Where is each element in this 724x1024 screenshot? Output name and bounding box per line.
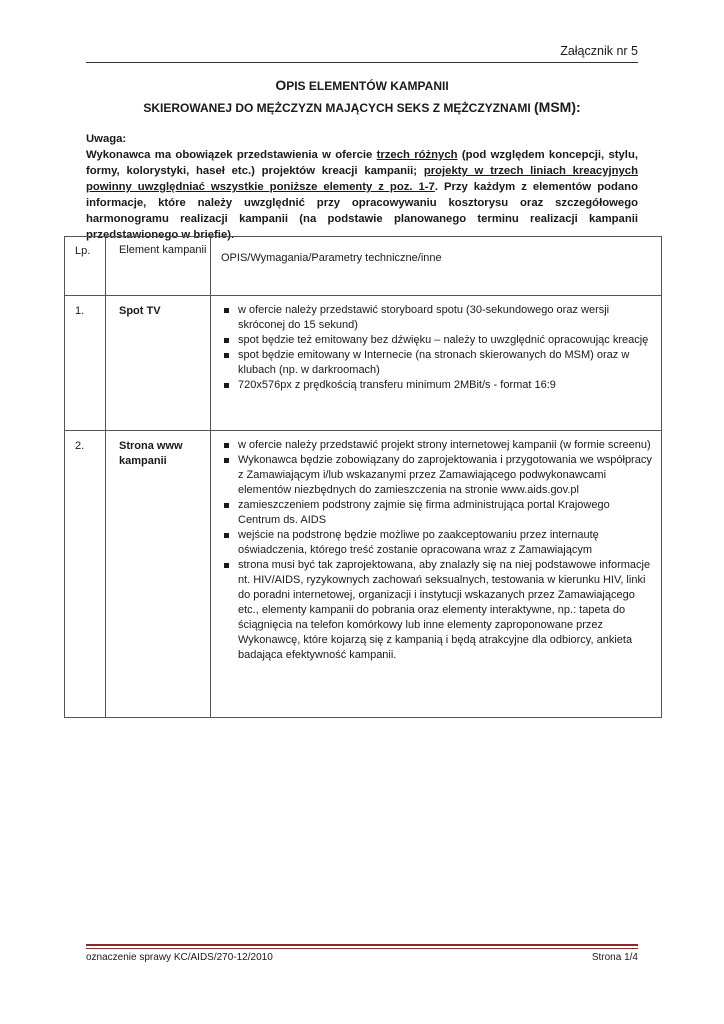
header-lp: Lp. (65, 237, 106, 296)
row-description (211, 431, 662, 718)
list-item-text: 720x576px z prędkością transferu minimum 2MBit/s - format 16:9 (238, 379, 556, 391)
header-desc: OPIS/Wymagania/Parametry techniczne/inne (211, 237, 662, 296)
list-item (222, 303, 653, 333)
list-item (222, 333, 653, 348)
list-item-text: strona musi być tak zaprojektowana, aby znalazły się na niej podstawowe informacje nt. HIV/AIDS, ryzykownych zachowań seksualnych, testowania w kierunku HIV, linki do poradni internetowej, organizacji i instytucji wskazanych przez Zamawiającego etc., elementy kampanii do pobrania oraz elementy interaktywne, np.: tapeta do ściągnięcia na telefon komórkowy lub inne elementy zaproponowane przez Wykonawcę, które kojarzą się z kampanią i będą atrakcyjne dla odbiorcy, ankieta badająca efektywność kampanii. (238, 559, 651, 661)
header-divider (86, 62, 638, 63)
annex-label: Załącznik nr 5 (560, 44, 638, 58)
bullet-square-icon (224, 338, 229, 343)
bullet-square-icon (224, 443, 229, 448)
list-item-text: Wykonawca będzie zobowiązany do zaprojektowania i przygotowania we współpracy z Zamawiającym i/lub wskazanymi przez Zamawiającego podwykonawcami elementów niezbędnych do zamieszczenia na stronie www.aids.gov.pl (238, 454, 652, 496)
row-description (211, 296, 662, 431)
row-element: Spot TV (106, 296, 211, 431)
title-line-1 (60, 75, 664, 97)
case-reference: oznaczenie sprawy KC/AIDS/270-12/2010 (86, 952, 273, 963)
list-item (222, 348, 653, 378)
title-abbr: (MSM): (534, 99, 581, 115)
bullet-square-icon (224, 458, 229, 463)
notice-label: Uwaga: (86, 133, 127, 145)
footer-divider-thin (86, 948, 638, 949)
notice-underline-2: projekty w trzech liniach kreacyjnych powinny uwzględniać wszystkie poniższe elementy z poz. 1-7 (86, 165, 638, 193)
title-initial: O (275, 77, 287, 93)
list-item-text: spot będzie też emitowany bez dźwięku – należy to uwzględnić opracowując kreację (238, 334, 649, 346)
list-item-text: spot będzie emitowany w Internecie (na stronach skierowanych do MSM) oraz w klubach (np. w darkroomach) (238, 349, 630, 376)
bullet-square-icon (224, 533, 229, 538)
list-item (222, 558, 653, 663)
list-item-text: w ofercie należy przedstawić projekt strony internetowej kampanii (w formie screenu) (238, 439, 651, 451)
bullet-square-icon (224, 353, 229, 358)
bullet-square-icon (224, 308, 229, 313)
list-item (222, 528, 653, 558)
list-item-text: w ofercie należy przedstawić storyboard spotu (30-sekundowego oraz wersji skróconej do 15 sekund) (238, 304, 610, 331)
page-title (60, 75, 664, 119)
title-line-1-rest: PIS ELEMENTÓW KAMPANII (286, 79, 449, 93)
list-item (222, 498, 653, 528)
row-lp: 1. (65, 296, 106, 431)
list-item (222, 438, 653, 453)
bullet-square-icon (224, 503, 229, 508)
bullet-square-icon (224, 563, 229, 568)
spec-table (64, 236, 662, 718)
notice-block (86, 131, 638, 243)
list-item-text: zamieszczeniem podstrony zajmie się firma administrująca portal Krajowego Centrum ds. AIDS (238, 499, 610, 526)
row-element: Strona www kampanii (106, 431, 211, 718)
list-item (222, 378, 653, 393)
page-number: Strona 1/4 (591, 952, 638, 963)
notice-part-2: (pod względem koncepcji, stylu, formy, kolorystyki, haseł etc.) projektów kreacji kampanii; (86, 149, 638, 177)
notice-underline-1: trzech różnych (376, 149, 458, 161)
row-lp: 2. (65, 431, 106, 718)
header-element: Element kampanii (106, 237, 211, 296)
list-item-text: wejście na podstronę będzie możliwe po zaakceptowaniu przez internautę oświadczenia, którego treść zostanie opracowana wraz z Zamawiającym (238, 529, 599, 556)
list-item (222, 453, 653, 498)
bullet-square-icon (224, 383, 229, 388)
table-row (65, 431, 662, 718)
notice-text (86, 147, 638, 243)
notice-part-3: . Przy każdym z elementów podano informacje, które należy uwzględnić przy opracowywaniu kosztorysu oraz szczegółowego harmonogramu realizacji kampanii (na podstawie planowanego terminu realizacji kampanii przedstawionego w briefie). (86, 181, 638, 241)
table-header-row (65, 237, 662, 296)
footer-divider (86, 944, 638, 946)
title-line-2 (60, 97, 664, 119)
table-row (65, 296, 662, 431)
title-line-2-text: SKIEROWANEJ DO MĘŻCZYZN MAJĄCYCH SEKS Z MĘŻCZYZNAMI (143, 101, 535, 115)
notice-part-1: Wykonawca ma obowiązek przedstawienia w ofercie (86, 149, 377, 161)
